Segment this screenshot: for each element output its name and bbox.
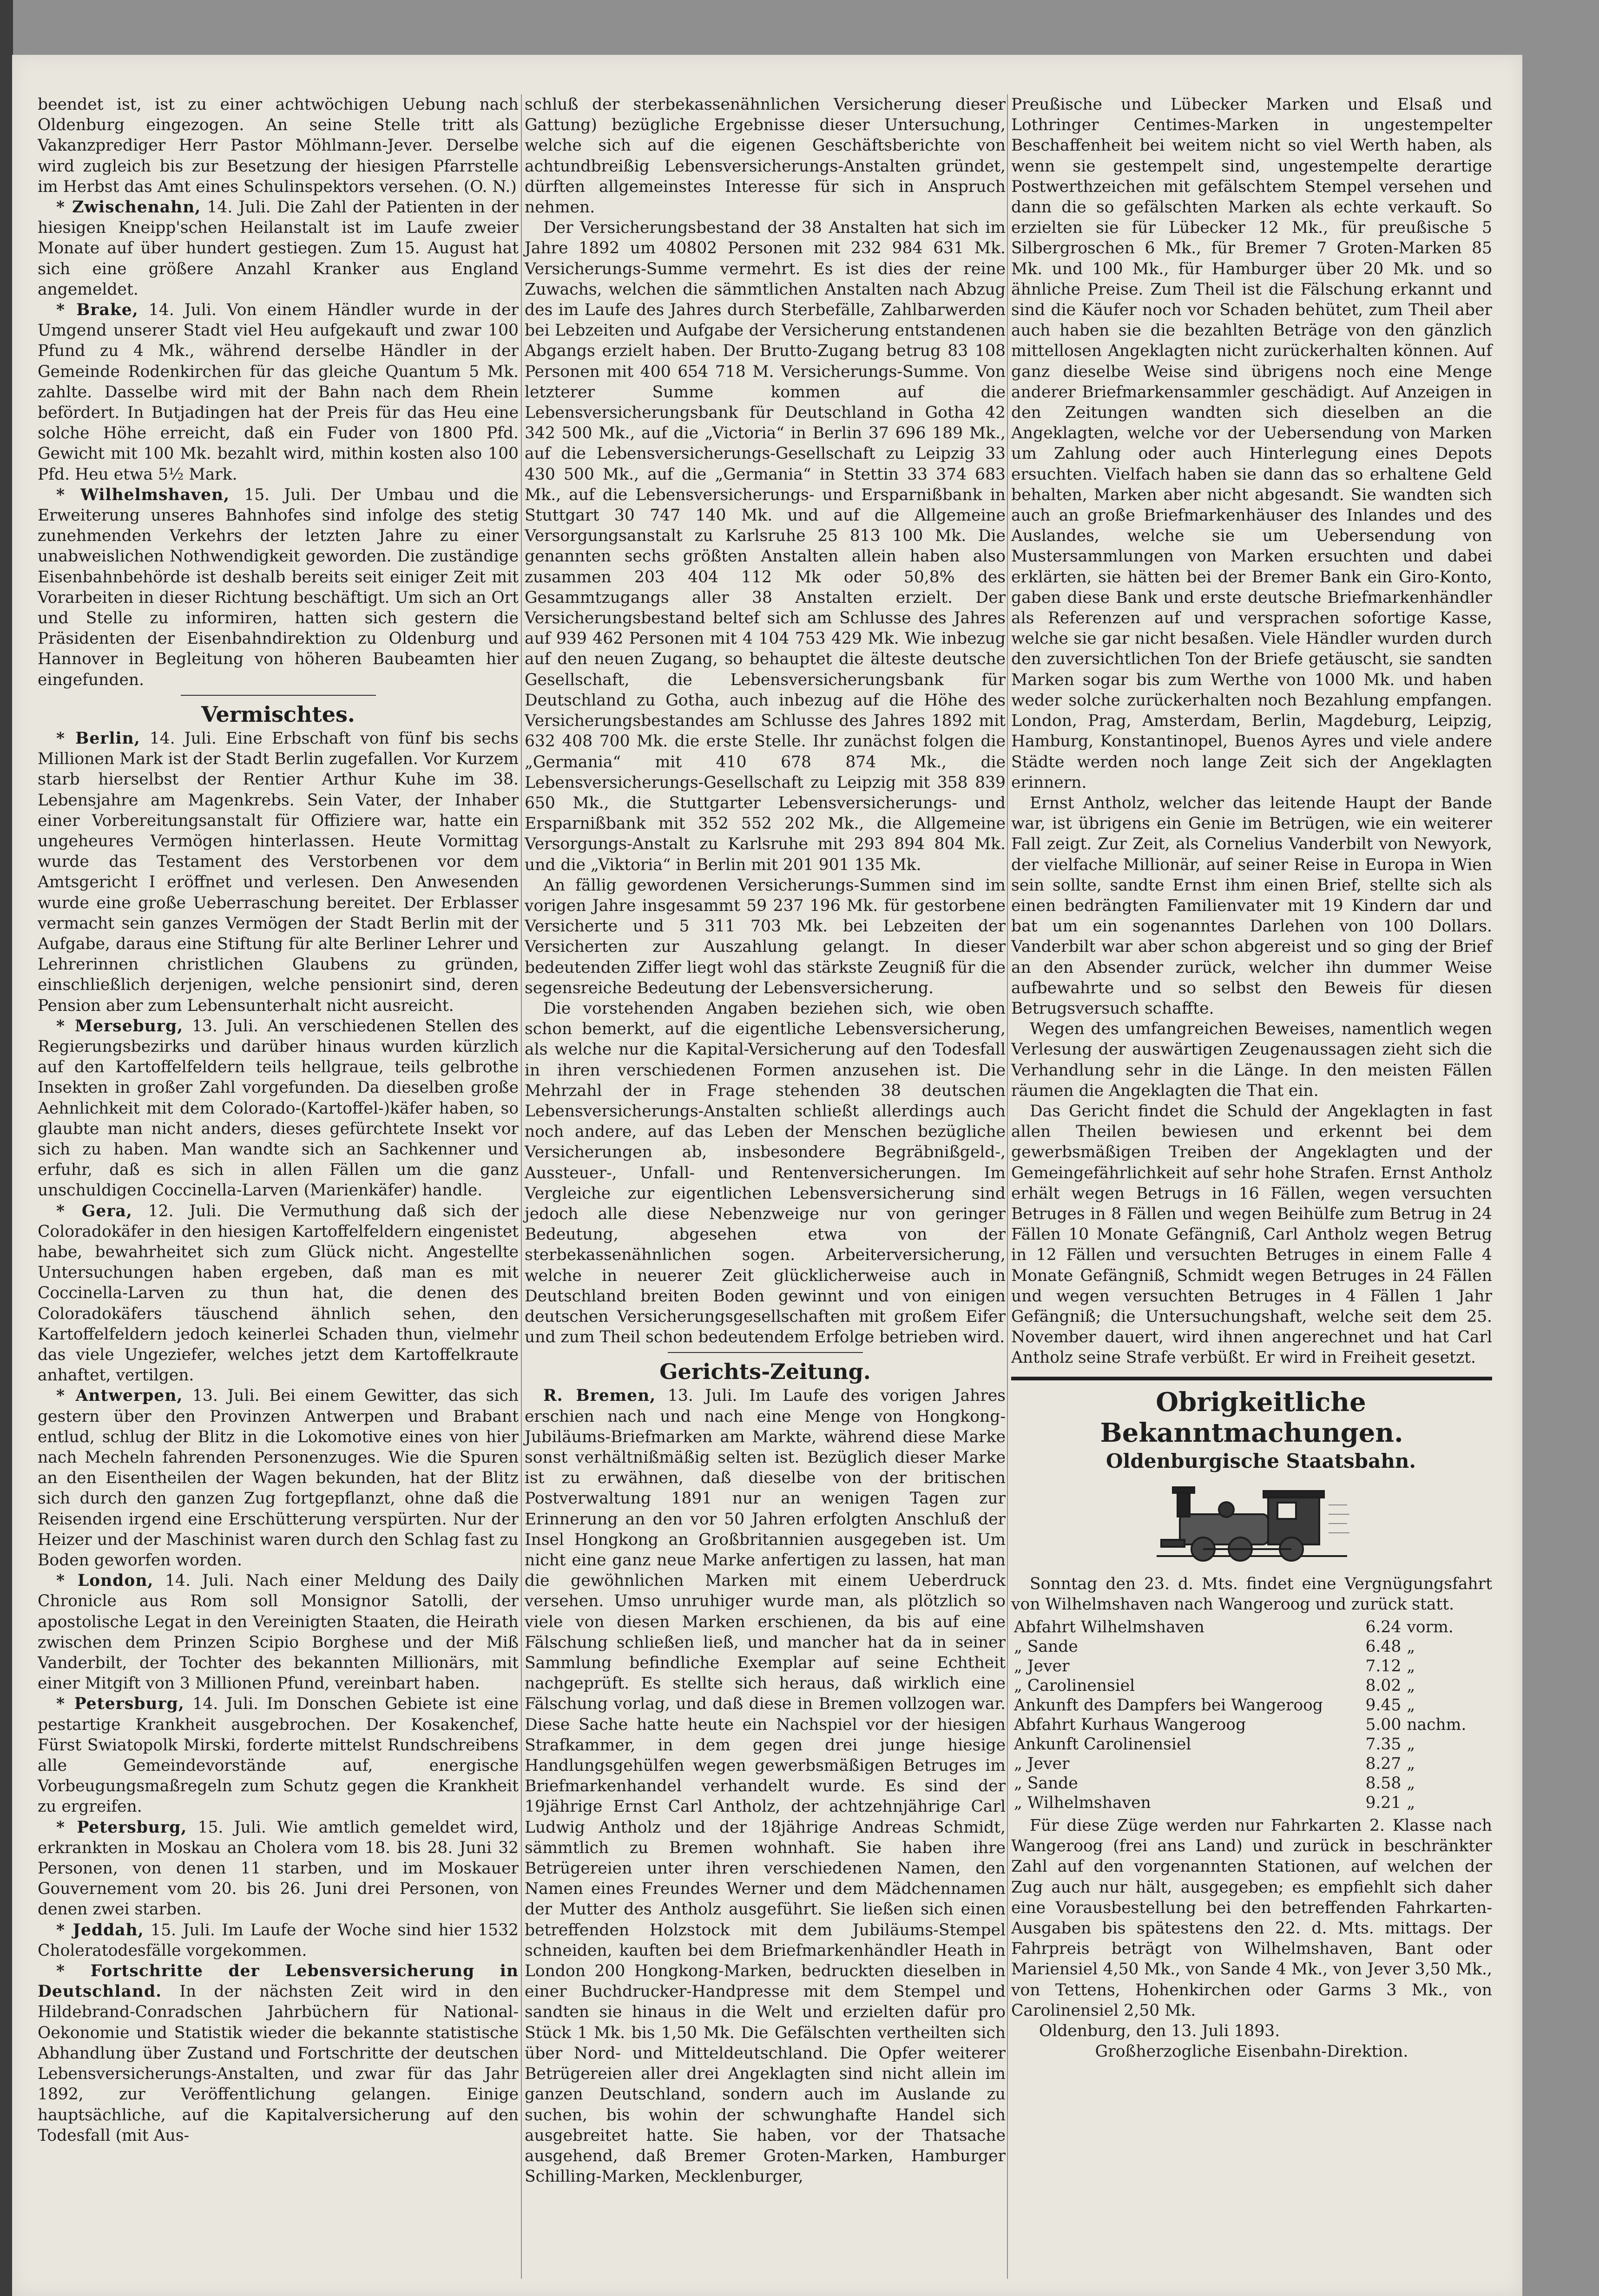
section-rule bbox=[668, 1352, 863, 1353]
news-item-text: 14. Juli. Die Zahl der Patienten in der hiesigen Kneipp'schen Heilanstalt ist im Laufe zweier Monate auf über hundert gestiegen. Zum 15. August hat sich eine größere Anzahl Kranker aus England angemeldet. bbox=[38, 198, 519, 299]
timetable-station: Abfahrt Kurhaus Wangeroog bbox=[1014, 1715, 1246, 1734]
column-left bbox=[38, 94, 519, 2146]
news-item bbox=[38, 1817, 519, 1920]
dateline-place: * Petersburg, bbox=[56, 1818, 187, 1837]
dateline-place: * Petersburg, bbox=[56, 1695, 184, 1714]
news-item bbox=[38, 1201, 519, 1386]
paragraph: schluß der sterbekassenähnlichen Versicherung dieser Gattung) bezügliche Ergebnisse dieser Untersuchung, welche sich auf die eigenen Geschäftsberichte von achtundbreißig Lebensversicherungs-Anstalten gründet, dürften allgemeinstes Interesse für sich in Anspruch nehmen. bbox=[525, 95, 1006, 217]
timetable-row bbox=[1011, 1676, 1492, 1696]
official-announcement bbox=[1011, 1387, 1492, 2062]
announcement-subtitle: Oldenburgische Staatsbahn. bbox=[1105, 1449, 1416, 1472]
timetable-row bbox=[1011, 1696, 1492, 1715]
news-item bbox=[38, 197, 519, 300]
timetable-station: „ Sande bbox=[1014, 1637, 1078, 1656]
news-item bbox=[38, 1016, 519, 1201]
news-item-text: 15. Juli. Der Umbau und die Erweiterung unseres Bahnhofes sind infolge des stetig zunehmenden Verkehrs der letzten Jahre zu einer unabweislichen Nothwendigkeit geworden. Die zuständige Eisenbahnbehörde ist deshalb bereits seit einiger Zeit mit Vorarbeiten in dieser Richtung beschäftigt. Um sich an Ort und Stelle zu informiren, hatten sich gestern die Präsidenten der Eisenbahndirektion zu Oldenburg und Hannover in Begleitung von höheren Baubeamten hier eingefunden. bbox=[38, 485, 519, 689]
timetable-time: 8.27 bbox=[1365, 1755, 1402, 1773]
timetable-unit: „ bbox=[1407, 1794, 1415, 1812]
news-item-text: 14. Juli. Eine Erbschaft von fünf bis sechs Millionen Mark ist der Stadt Berlin zugefallen. Vor Kurzem starb hierselbst der Rentier Arthur Kuhe im 38. Lebensjahre am Magenkrebs. Sein Vater, der Inhaber einer Vorbereitungsanstalt für Offiziere war, hatte ein ungeheures Vermögen hinterlassen. Heute Vormittag wurde das Testament des Verstorbenen vor dem Amtsgericht I eröffnet und verlesen. Den Anwesenden wurde eine große Ueberraschung bereitet. Der Erblasser vermacht sein ganzes Vermögen der Stadt Berlin mit der Aufgabe, daraus eine Stiftung für alte Berliner Lehrer und Lehrerinnen christlichen Glaubens zu gründen, einschließlich derjenigen, welche pensionirt sind, deren Pension aber zum Lebensunterhalt nicht ausreicht. bbox=[38, 729, 519, 1015]
timetable-row bbox=[1011, 1617, 1492, 1637]
paragraph: Die vorstehenden Angaben beziehen sich, wie oben schon bemerkt, auf die eigentliche Lebensversicherung, als welche nur die Kapital-Versicherung auf den Todesfall in ihren verschiedenen Formen anzusehen ist. Die Mehrzahl der in Frage stehenden 38 deutschen Lebensversicherungs-Anstalten schließt allerdings auch noch andere, auf das Leben der Menschen bezügliche Versicherungen ab, insbesondere Begräbnißgeld-, Aussteuer-, Unfall- und Rentenversicherungen. Im Vergleiche zur eigentlichen Lebensversicherung sind jedoch alle diese Nebenzweige nur von geringer Bedeutung, abgesehen etwa von der sterbekassenähnlichen sogen. Arbeiterversicherung, welche in neuerer Zeit glücklicherweise auch in Deutschland breiten Boden gewinnt und von einigen deutschen Versicherungsgesellschaften mit großem Eifer und zum Theil schon bedeutendem Erfolge betrieben wird. bbox=[525, 999, 1006, 1347]
timetable-time: 7.12 bbox=[1365, 1657, 1402, 1676]
dateline-place: * Antwerpen, bbox=[56, 1386, 183, 1405]
news-item bbox=[38, 1386, 519, 1570]
paragraph: Ernst Antholz, welcher das leitende Haupt der Bande war, ist übrigens ein Genie im Betrügen, wie ein weiterer Fall zeigt. Zur Zeit, als Cornelius Vanderbilt von Newyork, der vielfache Millionär, auf seiner Reise in Europa in Wien sein sollte, sandte Ernst ihm einen Brief, stellte sich als einen bedrängten Familienvater mit 19 Kindern dar und bat um ein sogenanntes Darlehen von 100 Dollars. Vanderbilt war aber schon abgereist und so ging der Brief an den Absender zurück, welcher ihn dummer Weise aufbewahrte und so selbst den Beweis für diesen Betrugsversuch schaffte. bbox=[1011, 793, 1492, 1018]
dateline-place: * Zwischenahn, bbox=[56, 198, 201, 217]
column-divider bbox=[1007, 94, 1008, 2279]
timetable-row bbox=[1011, 1715, 1492, 1735]
news-item bbox=[38, 1570, 519, 1694]
column-middle bbox=[525, 94, 1006, 2187]
dateline-place: * Jeddah, bbox=[56, 1920, 144, 1940]
column-divider bbox=[521, 94, 522, 2279]
dateline-place: * Fortschritte der Lebensversicherung in Deutschland. bbox=[38, 1962, 519, 2001]
dateline-place: * London, bbox=[56, 1571, 154, 1590]
section-rule bbox=[181, 695, 376, 696]
announcement-rule bbox=[1011, 1377, 1492, 1380]
timetable-station: „ Wilhelmshaven bbox=[1014, 1794, 1151, 1812]
dateline-place: * Brake, bbox=[56, 301, 138, 320]
news-item bbox=[38, 1920, 519, 1961]
dateline-place: * Gera, bbox=[56, 1201, 132, 1221]
timetable-station: „ Sande bbox=[1014, 1774, 1078, 1793]
paragraph: Preußische und Lübecker Marken und Elsaß und Lothringer Centimes-Marken in ungestempelter Beschaffenheit bei weitem nicht so viel Werth haben, als wenn sie gestempelt sind, ungestempelte derartige Postwerthzeichen mit gefälschtem Stempel versehen und dann die so gefälschten Marken als echte verkauft. So erzielten sie für Lübecker 12 Mk., für preußische 5 Silbergroschen 6 Mk., für Bremer 7 Groten-Marken 85 Mk. und 100 Mk., für Hamburger über 20 Mk. und so ähnliche Preise. Zum Theil ist die Fälschung erkannt und sind die Käufer noch vor Schaden behütet, zum Theil aber auch haben sie die bezahlten Beträge von den gänzlich mittellosen Angeklagten nicht zurückerhalten können. Auf ganz dieselbe Weise sind übrigens noch eine Menge anderer Briefmarkensammler geschädigt. Auf Anzeigen in den Zeitungen wandten sich dieselben an die Angeklagten, welche vor der Uebersendung von Marken um Zahlung oder auch Hinterlegung eines Depots ersuchten. Vielfach haben sie dann das so erhaltene Geld behalten, Marken aber nicht abgesandt. Sie wandten sich auch an große Briefmarkenhäuser des Inlandes und des Auslandes, welche sie um Uebersendung von Mustersammlungen von Marken ersuchten und dabei erklärten, sie hätten bei der Bremer Bank ein Giro-Konto, gaben diese Bank und erste deutsche Briefmarkenhändler als Referenzen auf und versprachen sofortige Kasse, welche sie gar nicht besaßen. Viele Händler wurden durch den zuversichtlichen Ton der Briefe getäuscht, sie sandten Marken sogar bis zum Werthe von 1000 Mk. und haben weder solche zurückerhalten noch Bezahlung empfangen. London, Prag, Amsterdam, Berlin, Magdeburg, Leipzig, Hamburg, Konstantinopel, Buenos Ayres und viele andere Städte werden noch lange Zeit sich der Angeklagten erinnern. bbox=[1011, 95, 1492, 792]
news-item-text: 15. Juli. Wie amtlich gemeldet wird, erkrankten in Moskau an Cholera vom 18. bis 28. Juni 32 Personen, von denen 11 starben, und im Moskauer Gouvernement vom 20. bis 26. Juni drei Personen, von denen zwei starben. bbox=[38, 1818, 519, 1919]
news-item bbox=[38, 485, 519, 690]
paragraph: beendet ist, ist zu einer achtwöchigen Uebung nach Oldenburg eingezogen. An seine Stelle tritt als Vakanzprediger Herr Pastor Möhlmann-Jever. Derselbe wird zugleich bis zur Besetzung der hiesigen Pfarrstelle im Herbst das Amt eines Schulinspektors versehen. (O. N.) bbox=[38, 95, 519, 196]
timetable-row bbox=[1011, 1637, 1492, 1656]
news-item-text: 13. Juli. An verschiedenen Stellen des Regierungsbezirks und darüber hinaus wurden kürzlich auf den Kartoffelfeldern teils hellgraue, teils gelbrothe Insekten in großer Zahl vorgefunden. Da dieselben große Aehnlichkeit mit dem Colorado-(Kartoffel-)käfer haben, so glaubte man nicht anders, dieses gefürchtete Insekt vor sich zu haben. Man wandte sich an Sachkenner und erfuhr, daß es sich in allen Fällen um die ganz unschuldigen Coccinella-Larven (Marienkäfer) handle. bbox=[38, 1016, 519, 1200]
announcement-date: Oldenburg, den 13. Juli 1893. bbox=[1039, 2022, 1280, 2041]
paragraph: An fällig gewordenen Versicherungs-Summen sind im vorigen Jahre insgesammt 59 237 196 Mk. für gestorbene Versicherte und 5 311 703 Mk. bei Lebzeiten der Versicherten zur Auszahlung gelangt. In dieser bedeutenden Ziffer liegt wohl das stärkste Zeugniß für die segensreiche Bedeutung der Lebensversicherung. bbox=[525, 876, 1006, 997]
section-heading: Vermischtes. bbox=[201, 701, 355, 727]
timetable-unit: „ bbox=[1407, 1735, 1415, 1754]
news-item-text: 14. Juli. Von einem Händler wurde in der Umgend unserer Stadt viel Heu aufgekauft und zwar 100 Pfund zu 4 Mk., während derselbe Händler in der Gemeinde Rodenkirchen für das gleiche Quantum 5 Mk. zahlte. Dasselbe wird mit der Bahn nach dem Rhein befördert. In Butjadingen hat der Preis für das Heu eine solche Höhe erreicht, daß ein Fuder von 1800 Pfd. Gewicht mit 100 Mk. bezahlt wird, mithin kosten also 100 Pfd. Heu etwa 5½ Mark. bbox=[38, 301, 519, 484]
timetable-time: 6.48 bbox=[1365, 1637, 1402, 1656]
news-item bbox=[38, 1694, 519, 1817]
dateline-place: * Berlin, bbox=[56, 729, 140, 748]
announcement-signature: Großherzogliche Eisenbahn-Direktion. bbox=[1095, 2042, 1408, 2061]
dateline-place: R. Bremen, bbox=[543, 1386, 656, 1405]
timetable-unit: „ bbox=[1407, 1696, 1415, 1715]
newspaper-page bbox=[12, 55, 1522, 2296]
timetable-station: Abfahrt Wilhelmshaven bbox=[1014, 1618, 1204, 1636]
announcement-body: Für diese Züge werden nur Fahrkarten 2. Klasse nach Wangeroog (frei ans Land) und zurück in beschränkter Zahl auf den vorgenannten Stationen, auf welchen der Zug auch nur hält, ausgegeben; es empfiehlt sich daher eine Vorausbestellung bei den betreffenden Fahrkarten-Ausgaben bis spätestens den 22. d. Mts. mittags. Der Fahrpreis beträgt von Wilhelmshaven, Bant oder Mariensiel 4,50 Mk., von Sande 4 Mk., von Jever 3,50 Mk., von Tettens, Hohenkirchen oder Garms 3 Mk., von Carolinensiel 2,50 Mk. bbox=[1011, 1816, 1492, 2020]
timetable-row bbox=[1011, 1754, 1492, 1774]
news-item-text: 15. Juli. Im Laufe der Woche sind hier 1532 Choleratodesfälle vorgekommen. bbox=[38, 1920, 519, 1960]
timetable-unit: „ bbox=[1407, 1657, 1415, 1676]
book-gutter bbox=[0, 0, 13, 2296]
news-item-text: 13. Juli. Bei einem Gewitter, das sich gestern über den Provinzen Antwerpen und Brabant entlud, schlug der Blitz in die Lokomotive eines von hier nach Mecheln fahrenden Personenzuges. Wie die Spuren an den Eisentheilen der Wagen bekunden, hat der Blitz sich durch den ganzen Zug fortgepflanzt, ohne daß die Reisenden irgend eine Erschütterung verspürten. Nur der Heizer und der Maschinist waren durch den Schlag fast zu Boden geworfen worden. bbox=[38, 1386, 519, 1570]
news-item bbox=[38, 1961, 519, 2146]
dateline-place: * Merseburg, bbox=[56, 1016, 184, 1036]
section-heading: Gerichts-Zeitung. bbox=[659, 1359, 871, 1385]
news-item-text: 14. Juli. Nach einer Meldung des Daily Chronicle aus Rom soll Monsignor Satolli, der apostolische Legat in den Vereinigten Staaten, die Heirath zwischen dem Prinzen Scipio Borghese und der Miß Vanderbilt, der Tochter des bekannten Millionärs, mit einer Mitgift von 3 Millionen Pfund, vereinbart haben. bbox=[38, 1571, 519, 1693]
announcement-intro: Sonntag den 23. d. Mts. findet eine Vergnügungsfahrt von Wilhelmshaven nach Wangeroog und zurück statt. bbox=[1011, 1574, 1492, 1614]
paragraph: Das Gericht findet die Schuld der Angeklagten in fast allen Theilen bewiesen und erkennt bei dem gewerbsmäßigen Treiben der Angeklagten und der Gemeingefährlichkeit auf sehr hohe Strafen. Ernst Antholz erhält wegen Betrugs in 16 Fällen, wegen versuchten Betruges in 8 Fällen und wegen Beihülfe zum Betrug in 24 Fällen 10 Monate Gefängniß, Carl Antholz wegen Betrug in 12 Fällen und versuchten Betruges in einem Falle 4 Monate Gefängniß, Schmidt wegen Betruges in 24 Fällen und wegen versuchten Betruges in 4 Fällen 1 Jahr Gefängniß; die Untersuchungshaft, welche seit dem 25. November dauert, wird ihnen angerechnet und hat Carl Antholz seine Strafe verbüßt. Er wird in Freiheit gesetzt. bbox=[1011, 1102, 1492, 1367]
timetable-unit: „ bbox=[1407, 1755, 1415, 1773]
timetable-time: 7.35 bbox=[1365, 1735, 1402, 1754]
timetable-unit: „ bbox=[1407, 1676, 1415, 1695]
locomotive-icon bbox=[1152, 1477, 1352, 1570]
news-item-text: 14. Juli. Im Donschen Gebiete ist eine pestartige Krankheit ausgebrochen. Der Kosakenchef, Fürst Swiatopolk Mirski, forderte mittelst Rundschreibens alle Gemeindevorstände auf, energische Vorbeugungsmaßregeln zum Schutz gegen die Krankheit zu ergreifen. bbox=[38, 1695, 519, 1816]
court-report-continuation bbox=[1011, 94, 1492, 1368]
timetable-row bbox=[1011, 1774, 1492, 1793]
paragraph: Wegen des umfangreichen Beweises, namentlich wegen Verlesung der auswärtigen Zeugenaussagen zieht sich die Verhandlung sehr in die Länge. In den meisten Fällen räumen die Angeklagten die That ein. bbox=[1011, 1020, 1492, 1100]
timetable-time: 6.24 bbox=[1365, 1618, 1402, 1636]
paragraph: Der Versicherungsbestand der 38 Anstalten hat sich im Jahre 1892 um 40802 Personen mit 232 984 631 Mk. Versicherungs-Summe vermehrt. Es ist dies der reine Zuwachs, welchen die sämmtlichen Anstalten nach Abzug des im Laufe des Jahres durch Sterbefälle, Zahlbarwerden bei Lebzeiten und Aufgabe der Versicherung entstandenen Abgangs erzielt haben. Der Brutto-Zugang betrug 83 108 Personen mit 400 654 718 M. Versicherungs-Summe. Von letzterer Summe kommen auf die Lebensversicherungsbank für Deutschland in Gotha 42 342 500 Mk., auf die „Victoria“ in Berlin 37 696 189 Mk., auf die Lebensversicherungs-Gesellschaft zu Leipzig 33 430 500 Mk., auf die „Germania“ in Stettin 33 374 683 Mk., auf die Lebensversicherungs- und Ersparnißbank in Stuttgart 30 747 140 Mk. und auf die Allgemeine Versorgungsanstalt zu Karlsruhe 25 813 100 Mk. Die genannten sechs größten Anstalten allein haben also zusammen 203 404 112 Mk oder 50,8% des Gesammtzugangs aller 38 Anstalten erzielt. Der Versicherungsbestand beltef sich am Schlusse des Jahres auf 939 462 Personen mit 4 104 753 429 Mk. Wie inbezug auf den neuen Zugang, so behauptet die älteste deutsche Gesellschaft, die Lebensversicherungsbank für Deutschland zu Gotha, auch inbezug auf die Höhe des Versicherungsbestandes am Schlusse des Jahres 1892 mit 632 408 700 Mk. die erste Stelle. Ihr zunächst folgen die „Germania“ mit 410 678 874 Mk., die Lebensversicherungs-Gesellschaft zu Leipzig mit 358 839 650 Mk., die Stuttgarter Lebensversicherungs- und Ersparnißbank mit 352 552 202 Mk., die Allgemeine Versorgungs-Anstalt zu Karlsruhe mit 293 894 804 Mk. und die „Viktoria“ in Berlin mit 201 901 135 Mk. bbox=[525, 218, 1006, 874]
column-right bbox=[1011, 94, 1492, 2062]
news-item bbox=[38, 728, 519, 1016]
timetable-time: 9.21 bbox=[1365, 1794, 1402, 1812]
news-item-text: 12. Juli. Die Vermuthung daß sich der Coloradokäfer in den hiesigen Kartoffelfeldern eingenistet habe, bewahrheitet sich zum Glück nicht. Angestellte Untersuchungen haben ergeben, daß man es mit Coccinella-Larven zu thun hat, die denen des Coloradokäfers täuschend ähnlich sehen, den Kartoffelfeldern jedoch keinerlei Schaden thun, vielmehr das viele Ungeziefer, welches jetzt dem Kartoffelkraute anhaftet, vertilgen. bbox=[38, 1201, 519, 1385]
timetable-station: Ankunft Carolinensiel bbox=[1014, 1735, 1191, 1754]
timetable-time: 8.02 bbox=[1365, 1676, 1402, 1695]
timetable-station: Ankunft des Dampfers bei Wangeroog bbox=[1014, 1696, 1323, 1715]
timetable-row bbox=[1011, 1793, 1492, 1813]
dateline-place: * Wilhelmshaven, bbox=[56, 485, 230, 504]
timetable-station: „ Carolinensiel bbox=[1014, 1676, 1135, 1695]
timetable-time: 8.58 bbox=[1365, 1774, 1402, 1793]
timetable-unit: vorm. bbox=[1407, 1618, 1454, 1636]
news-item bbox=[38, 300, 519, 485]
timetable-unit: „ bbox=[1407, 1774, 1415, 1793]
news-item bbox=[525, 1386, 1006, 2187]
timetable-time: 5.00 bbox=[1365, 1715, 1402, 1734]
announcement-title: Obrigkeitliche Bekanntmachungen. bbox=[1100, 1386, 1403, 1448]
timetable bbox=[1011, 1617, 1492, 1813]
timetable-station: „ Jever bbox=[1014, 1755, 1070, 1773]
timetable-unit: nachm. bbox=[1407, 1715, 1467, 1734]
news-item-text: In der nächsten Zeit wird in den Hildebrand-Conradschen Jahrbüchern für National-Oekonomie und Statistik wieder die bekannte statistische Abhandlung über Zustand und Fortschritte der deutschen Lebensversicherungs-Anstalten, und zwar für das Jahr 1892, zur Veröffentlichung gelangen. Einige hauptsächliche, auf die Kapitalversicherung auf den Todesfall (mit Aus- bbox=[38, 1982, 519, 2145]
timetable-unit: „ bbox=[1407, 1637, 1415, 1656]
timetable-station: „ Jever bbox=[1014, 1657, 1070, 1676]
news-item-text: 13. Juli. Im Laufe des vorigen Jahres erschien nach und nach eine Menge von Hongkong-Jubiläums-Briefmarken am Markte, während diese Marke sonst verhältnißmäßig selten ist. Bezüglich dieser Marke ist zu erwähnen, daß dieselbe von der britischen Postverwaltung 1891 nur an wenigen Tagen zur Erinnerung an den vor 50 Jahren erfolgten Anschluß der Insel Hongkong an Großbritannien ausgegeben ist. Um nicht eine ganz neue Marke anfertigen zu lassen, hat man die gewöhnlichen Marken mit einem Ueberdruck versehen. Umso unruhiger wurde man, als plötzlich so viele von diesen Marken erschienen, da bis auf eine Fälschung schließen ließ, und mancher hat da in seiner Sammlung befindliche Exemplar auf seine Echtheit nachgeprüft. Es stellte sich heraus, daß wirklich eine Fälschung vorlag, und daß diese in Bremen vollzogen war. Diese Sache hatte heute ein Nachspiel vor der hiesigen Strafkammer, in dem gegen drei junge hiesige Handlungsgehülfen wegen gewerbsmäßigen Betruges im Briefmarkenhandel verhandelt wurde. Es sind der 19jährige Ernst Carl Antholz, der achtzehnjährige Carl Ludwig Antholz und der 18jährige Andreas Schmidt, sämmtlich zu Bremen wohnhaft. Sie haben ihre Betrügereien unter ihren verschiedenen Namen, den Namen eines Freundes Werner und dem Mädchennamen der Mutter des Antholz ausgeführt. Sie ließen sich einen betreffenden Holzstock mit dem Jubiläums-Stempel schneiden, kauften bei dem Briefmarkenhändler Heath in London 200 Hongkong-Marken, bedruckten dieselben in einer Buchdrucker-Handpresse mit dem Stempel und sandten sie hinaus in die Welt und erzielten dafür pro Stück 1 Mk. bis 1,50 Mk. Die Gefälschten vertheilten sich über Nord- und Mitteldeutschland. Die Opfer weiterer Betrügereien aller drei Angeklagten sind nicht allein im ganzen Deutschland, sondern auch im Auslande zu suchen, bis wohin der schwunghafte Handel sich ausgebreitet hatte. Sie haben, vor der Thatsache ausgehend, daß Bremer Groten-Marken, Hamburger Schilling-Marken, Mecklenburger, bbox=[525, 1386, 1006, 2186]
timetable-row bbox=[1011, 1656, 1492, 1676]
timetable-time: 9.45 bbox=[1365, 1696, 1402, 1715]
timetable-row bbox=[1011, 1735, 1492, 1754]
